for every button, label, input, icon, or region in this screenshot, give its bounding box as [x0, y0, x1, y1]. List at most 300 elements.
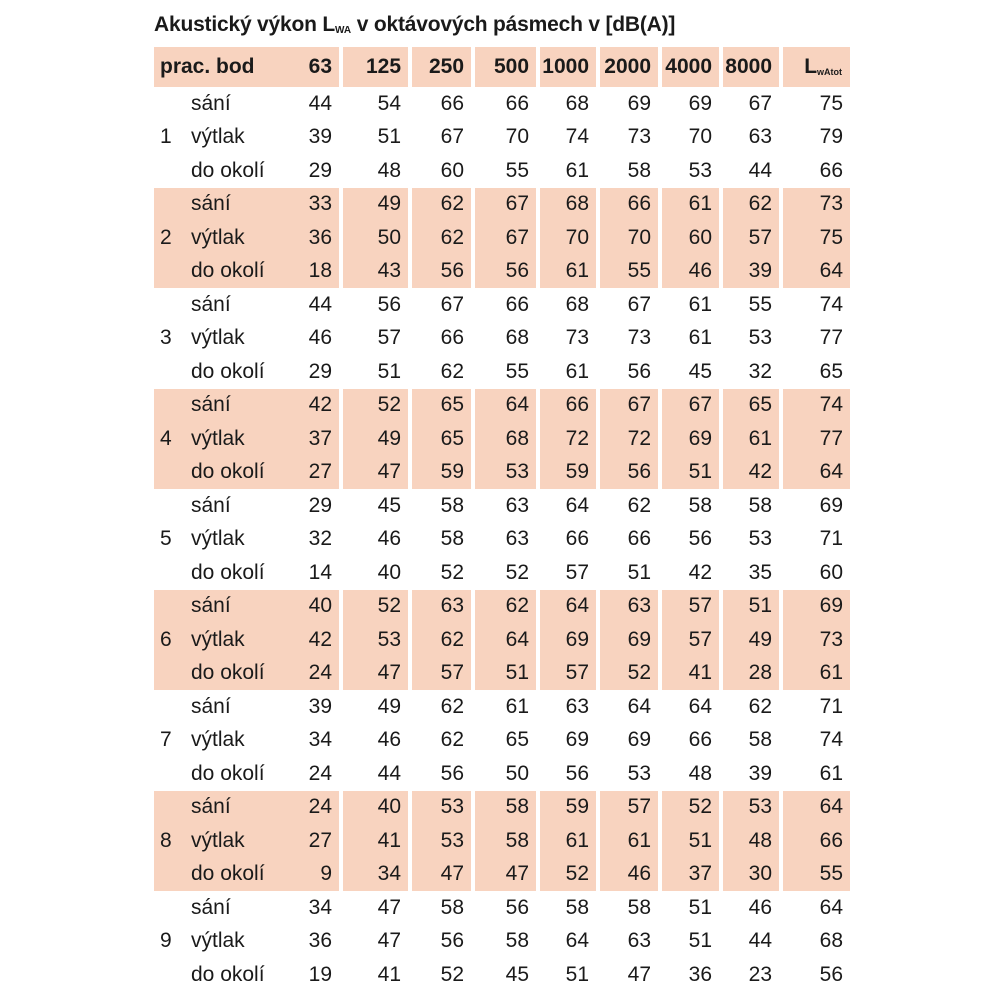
band-value: 70 [658, 121, 719, 155]
band-value: 56 [536, 757, 596, 791]
band-value: 54 [339, 87, 408, 121]
band-value: 65 [408, 389, 471, 423]
band-value: 51 [339, 121, 408, 155]
band-value: 72 [596, 422, 658, 456]
band-value: 64 [658, 690, 719, 724]
band-value: 67 [596, 288, 658, 322]
band-value: 69 [596, 87, 658, 121]
band-value: 62 [719, 690, 779, 724]
table-row [154, 590, 850, 624]
band-value: 68 [536, 87, 596, 121]
band-value: 64 [536, 489, 596, 523]
band-value: 46 [719, 891, 779, 925]
band-value: 58 [719, 724, 779, 758]
band-value: 41 [339, 958, 408, 992]
band-value: 56 [596, 456, 658, 490]
band-value: 24 [281, 791, 339, 825]
table-row [154, 791, 850, 825]
band-value: 69 [596, 623, 658, 657]
total-value: 68 [779, 925, 850, 959]
header-total-main: L [804, 55, 818, 78]
row-label: výtlak [191, 326, 245, 350]
band-value: 29 [308, 493, 333, 517]
table-row [154, 188, 850, 222]
table-row [154, 221, 850, 255]
band-value: 63 [596, 590, 658, 624]
band-value: 32 [308, 527, 333, 551]
table-row [154, 523, 850, 557]
band-value: 58 [408, 891, 471, 925]
band-value: 66 [596, 523, 658, 557]
total-value: 69 [779, 489, 850, 523]
row-label: výtlak [191, 527, 245, 551]
band-value: 53 [719, 523, 779, 557]
point-number: 8 [154, 791, 191, 892]
row-label: sání [191, 91, 231, 115]
band-value: 63 [596, 925, 658, 959]
band-value: 53 [596, 757, 658, 791]
point-number: 4 [154, 389, 191, 490]
band-value: 68 [536, 188, 596, 222]
band-value: 45 [471, 958, 536, 992]
band-value: 35 [719, 556, 779, 590]
row-label: do okolí [191, 761, 265, 785]
band-value: 36 [281, 221, 339, 255]
title-post: v oktávových pásmech v [dB(A)] [351, 13, 676, 36]
band-value: 57 [658, 590, 719, 624]
band-value: 62 [719, 188, 779, 222]
band-value: 55 [471, 355, 536, 389]
band-value: 61 [596, 824, 658, 858]
band-value: 47 [339, 925, 408, 959]
row-label: sání [191, 292, 231, 316]
title-pre: Akustický výkon L [154, 13, 336, 36]
band-value: 42 [281, 623, 339, 657]
band-value: 73 [596, 121, 658, 155]
band-value: 49 [339, 690, 408, 724]
band-value: 24 [308, 761, 333, 785]
header-point: prac. bod [154, 47, 281, 87]
table-title [154, 10, 675, 40]
table-row [154, 422, 850, 456]
band-value: 67 [471, 221, 536, 255]
row-label: výtlak [191, 125, 245, 149]
table-row [154, 322, 850, 356]
band-value: 29 [308, 359, 333, 383]
total-value: 61 [779, 757, 850, 791]
band-value: 51 [719, 590, 779, 624]
total-value: 56 [779, 958, 850, 992]
band-value: 69 [536, 623, 596, 657]
band-value: 63 [719, 121, 779, 155]
band-value: 59 [408, 456, 471, 490]
octave-band-table [154, 47, 850, 992]
band-value: 58 [719, 489, 779, 523]
band-value: 9 [281, 858, 339, 892]
band-value: 69 [596, 724, 658, 758]
band-value: 34 [308, 728, 333, 752]
band-value: 36 [308, 929, 333, 953]
band-value: 65 [471, 724, 536, 758]
total-value: 64 [779, 791, 850, 825]
band-value: 67 [408, 121, 471, 155]
total-value: 75 [779, 87, 850, 121]
band-value: 42 [281, 389, 339, 423]
band-value: 53 [719, 791, 779, 825]
band-value: 48 [658, 757, 719, 791]
band-value: 52 [596, 657, 658, 691]
band-value: 47 [339, 891, 408, 925]
table-row [154, 958, 850, 992]
header-band: 1000 [536, 47, 596, 87]
band-value: 46 [339, 523, 408, 557]
table-row [154, 154, 850, 188]
band-value: 33 [281, 188, 339, 222]
band-value: 46 [658, 255, 719, 289]
total-value: 55 [779, 858, 850, 892]
band-value: 51 [658, 824, 719, 858]
band-value: 51 [658, 925, 719, 959]
band-value: 65 [408, 422, 471, 456]
band-value: 61 [719, 422, 779, 456]
band-value: 59 [536, 791, 596, 825]
total-value: 77 [779, 422, 850, 456]
band-value: 47 [471, 858, 536, 892]
header-band: 4000 [658, 47, 719, 87]
band-value: 67 [408, 288, 471, 322]
header-band: 500 [471, 47, 536, 87]
band-value: 62 [408, 690, 471, 724]
band-value: 69 [658, 422, 719, 456]
table-row [154, 288, 850, 322]
band-value: 18 [281, 255, 339, 289]
band-value: 67 [719, 87, 779, 121]
band-value: 68 [471, 322, 536, 356]
total-value: 77 [779, 322, 850, 356]
band-value: 70 [536, 221, 596, 255]
band-value: 62 [408, 623, 471, 657]
band-value: 62 [408, 724, 471, 758]
band-value: 57 [339, 322, 408, 356]
band-value: 66 [408, 322, 471, 356]
table-row [154, 623, 850, 657]
total-value: 66 [779, 154, 850, 188]
band-value: 45 [339, 489, 408, 523]
band-value: 60 [658, 221, 719, 255]
row-label: do okolí [191, 657, 281, 691]
band-value: 66 [471, 288, 536, 322]
band-value: 49 [339, 422, 408, 456]
band-value: 53 [719, 322, 779, 356]
band-value: 42 [719, 456, 779, 490]
band-value: 48 [719, 824, 779, 858]
band-value: 52 [408, 958, 471, 992]
band-value: 62 [408, 188, 471, 222]
band-value: 29 [308, 158, 333, 182]
point-number: 2 [154, 188, 191, 289]
band-value: 56 [339, 288, 408, 322]
band-value: 64 [471, 389, 536, 423]
band-value: 53 [339, 623, 408, 657]
total-value: 64 [779, 456, 850, 490]
total-value: 74 [779, 288, 850, 322]
table-row [154, 489, 850, 523]
row-label: výtlak [191, 221, 281, 255]
band-value: 49 [719, 623, 779, 657]
band-value: 61 [536, 255, 596, 289]
row-label: do okolí [191, 158, 265, 182]
band-value: 61 [536, 154, 596, 188]
header-band: 125 [339, 47, 408, 87]
total-value: 73 [779, 188, 850, 222]
band-value: 58 [408, 523, 471, 557]
band-value: 52 [471, 556, 536, 590]
row-label: výtlak [191, 422, 281, 456]
point-number: 6 [154, 590, 191, 691]
band-value: 66 [596, 188, 658, 222]
row-label: sání [191, 694, 231, 718]
band-value: 58 [471, 925, 536, 959]
band-value: 66 [471, 87, 536, 121]
total-value: 71 [779, 523, 850, 557]
band-value: 51 [658, 456, 719, 490]
table-row [154, 389, 850, 423]
band-value: 64 [536, 925, 596, 959]
band-value: 57 [408, 657, 471, 691]
band-value: 52 [408, 556, 471, 590]
point-number: 1 [160, 125, 172, 149]
total-value: 60 [779, 556, 850, 590]
total-value: 74 [779, 389, 850, 423]
band-value: 52 [339, 590, 408, 624]
table-row [154, 724, 850, 758]
band-value: 44 [719, 154, 779, 188]
band-value: 52 [536, 858, 596, 892]
header-total [779, 47, 850, 87]
band-value: 67 [471, 188, 536, 222]
band-value: 61 [658, 188, 719, 222]
band-value: 23 [719, 958, 779, 992]
table-row [154, 657, 850, 691]
band-value: 63 [471, 489, 536, 523]
band-value: 34 [308, 895, 333, 919]
band-value: 52 [339, 389, 408, 423]
band-value: 40 [339, 556, 408, 590]
band-value: 63 [536, 690, 596, 724]
band-value: 46 [308, 326, 333, 350]
header-band: 2000 [596, 47, 658, 87]
band-value: 41 [658, 657, 719, 691]
band-value: 37 [658, 858, 719, 892]
band-value: 39 [719, 255, 779, 289]
band-value: 32 [719, 355, 779, 389]
band-value: 72 [536, 422, 596, 456]
band-value: 67 [658, 389, 719, 423]
band-value: 62 [596, 489, 658, 523]
band-value: 19 [308, 962, 333, 986]
band-value: 56 [408, 757, 471, 791]
band-value: 58 [596, 154, 658, 188]
row-label: do okolí [191, 456, 281, 490]
table-row [154, 690, 850, 724]
band-value: 62 [408, 355, 471, 389]
row-label: sání [191, 895, 231, 919]
band-value: 51 [596, 556, 658, 590]
row-label: výtlak [191, 728, 245, 752]
table-row [154, 757, 850, 791]
band-value: 51 [339, 355, 408, 389]
total-value: 66 [779, 824, 850, 858]
row-label: sání [191, 188, 281, 222]
band-value: 43 [339, 255, 408, 289]
band-value: 44 [339, 757, 408, 791]
band-value: 56 [408, 255, 471, 289]
row-label: do okolí [191, 858, 281, 892]
band-value: 68 [471, 422, 536, 456]
band-value: 40 [281, 590, 339, 624]
band-value: 56 [658, 523, 719, 557]
band-value: 63 [408, 590, 471, 624]
table-row [154, 255, 850, 289]
header-band: 63 [281, 47, 339, 87]
total-value: 64 [779, 891, 850, 925]
total-value: 61 [779, 657, 850, 691]
band-value: 51 [471, 657, 536, 691]
header-band: 8000 [719, 47, 779, 87]
band-value: 53 [408, 824, 471, 858]
band-value: 42 [658, 556, 719, 590]
band-value: 70 [471, 121, 536, 155]
band-value: 55 [719, 288, 779, 322]
table-row [154, 87, 850, 121]
band-value: 58 [658, 489, 719, 523]
band-value: 68 [536, 288, 596, 322]
table-row [154, 355, 850, 389]
band-value: 58 [596, 891, 658, 925]
band-value: 74 [536, 121, 596, 155]
row-label: do okolí [191, 359, 265, 383]
row-label: sání [191, 389, 281, 423]
band-value: 39 [719, 757, 779, 791]
band-value: 27 [281, 824, 339, 858]
band-value: 61 [658, 288, 719, 322]
band-value: 24 [281, 657, 339, 691]
band-value: 47 [408, 858, 471, 892]
band-value: 57 [719, 221, 779, 255]
title-sub: WA [335, 25, 352, 36]
band-value: 51 [658, 891, 719, 925]
band-value: 66 [536, 389, 596, 423]
band-value: 57 [536, 657, 596, 691]
band-value: 44 [308, 292, 333, 316]
band-value: 45 [658, 355, 719, 389]
band-value: 58 [471, 824, 536, 858]
row-label: do okolí [191, 560, 265, 584]
band-value: 40 [339, 791, 408, 825]
band-value: 56 [471, 891, 536, 925]
header-row [154, 47, 850, 87]
band-value: 73 [596, 322, 658, 356]
band-value: 47 [596, 958, 658, 992]
band-value: 44 [308, 91, 333, 115]
band-value: 27 [281, 456, 339, 490]
band-value: 46 [339, 724, 408, 758]
band-value: 58 [536, 891, 596, 925]
header-total-sub: wAtot [817, 67, 843, 77]
header-band: 250 [408, 47, 471, 87]
band-value: 53 [471, 456, 536, 490]
band-value: 64 [596, 690, 658, 724]
band-value: 66 [408, 87, 471, 121]
band-value: 63 [471, 523, 536, 557]
band-value: 55 [471, 154, 536, 188]
total-value: 73 [779, 623, 850, 657]
table-row [154, 925, 850, 959]
band-value: 62 [471, 590, 536, 624]
band-value: 52 [658, 791, 719, 825]
band-value: 61 [658, 322, 719, 356]
table-row [154, 121, 850, 155]
band-value: 66 [536, 523, 596, 557]
band-value: 48 [339, 154, 408, 188]
band-value: 61 [536, 355, 596, 389]
table-row [154, 456, 850, 490]
point-number: 5 [160, 527, 172, 551]
table-row [154, 824, 850, 858]
band-value: 53 [408, 791, 471, 825]
row-label: do okolí [191, 255, 281, 289]
band-value: 65 [719, 389, 779, 423]
band-value: 28 [719, 657, 779, 691]
band-value: 41 [339, 824, 408, 858]
band-value: 51 [536, 958, 596, 992]
row-label: sání [191, 791, 281, 825]
band-value: 61 [536, 824, 596, 858]
total-value: 74 [779, 724, 850, 758]
row-label: do okolí [191, 962, 265, 986]
band-value: 67 [596, 389, 658, 423]
row-label: výtlak [191, 929, 245, 953]
band-value: 69 [536, 724, 596, 758]
band-value: 58 [408, 489, 471, 523]
band-value: 56 [471, 255, 536, 289]
band-value: 57 [536, 556, 596, 590]
point-number: 3 [160, 326, 172, 350]
band-value: 47 [339, 456, 408, 490]
total-value: 79 [779, 121, 850, 155]
band-value: 55 [596, 255, 658, 289]
band-value: 30 [719, 858, 779, 892]
band-value: 62 [408, 221, 471, 255]
band-value: 59 [536, 456, 596, 490]
point-number: 7 [160, 728, 172, 752]
band-value: 50 [471, 757, 536, 791]
band-value: 36 [658, 958, 719, 992]
band-value: 46 [596, 858, 658, 892]
band-value: 50 [339, 221, 408, 255]
band-value: 64 [471, 623, 536, 657]
point-number: 9 [160, 929, 172, 953]
band-value: 49 [339, 188, 408, 222]
band-value: 73 [536, 322, 596, 356]
band-value: 70 [596, 221, 658, 255]
total-value: 69 [779, 590, 850, 624]
band-value: 56 [596, 355, 658, 389]
row-label: výtlak [191, 824, 281, 858]
row-label: výtlak [191, 623, 281, 657]
band-value: 39 [308, 125, 333, 149]
band-value: 53 [658, 154, 719, 188]
